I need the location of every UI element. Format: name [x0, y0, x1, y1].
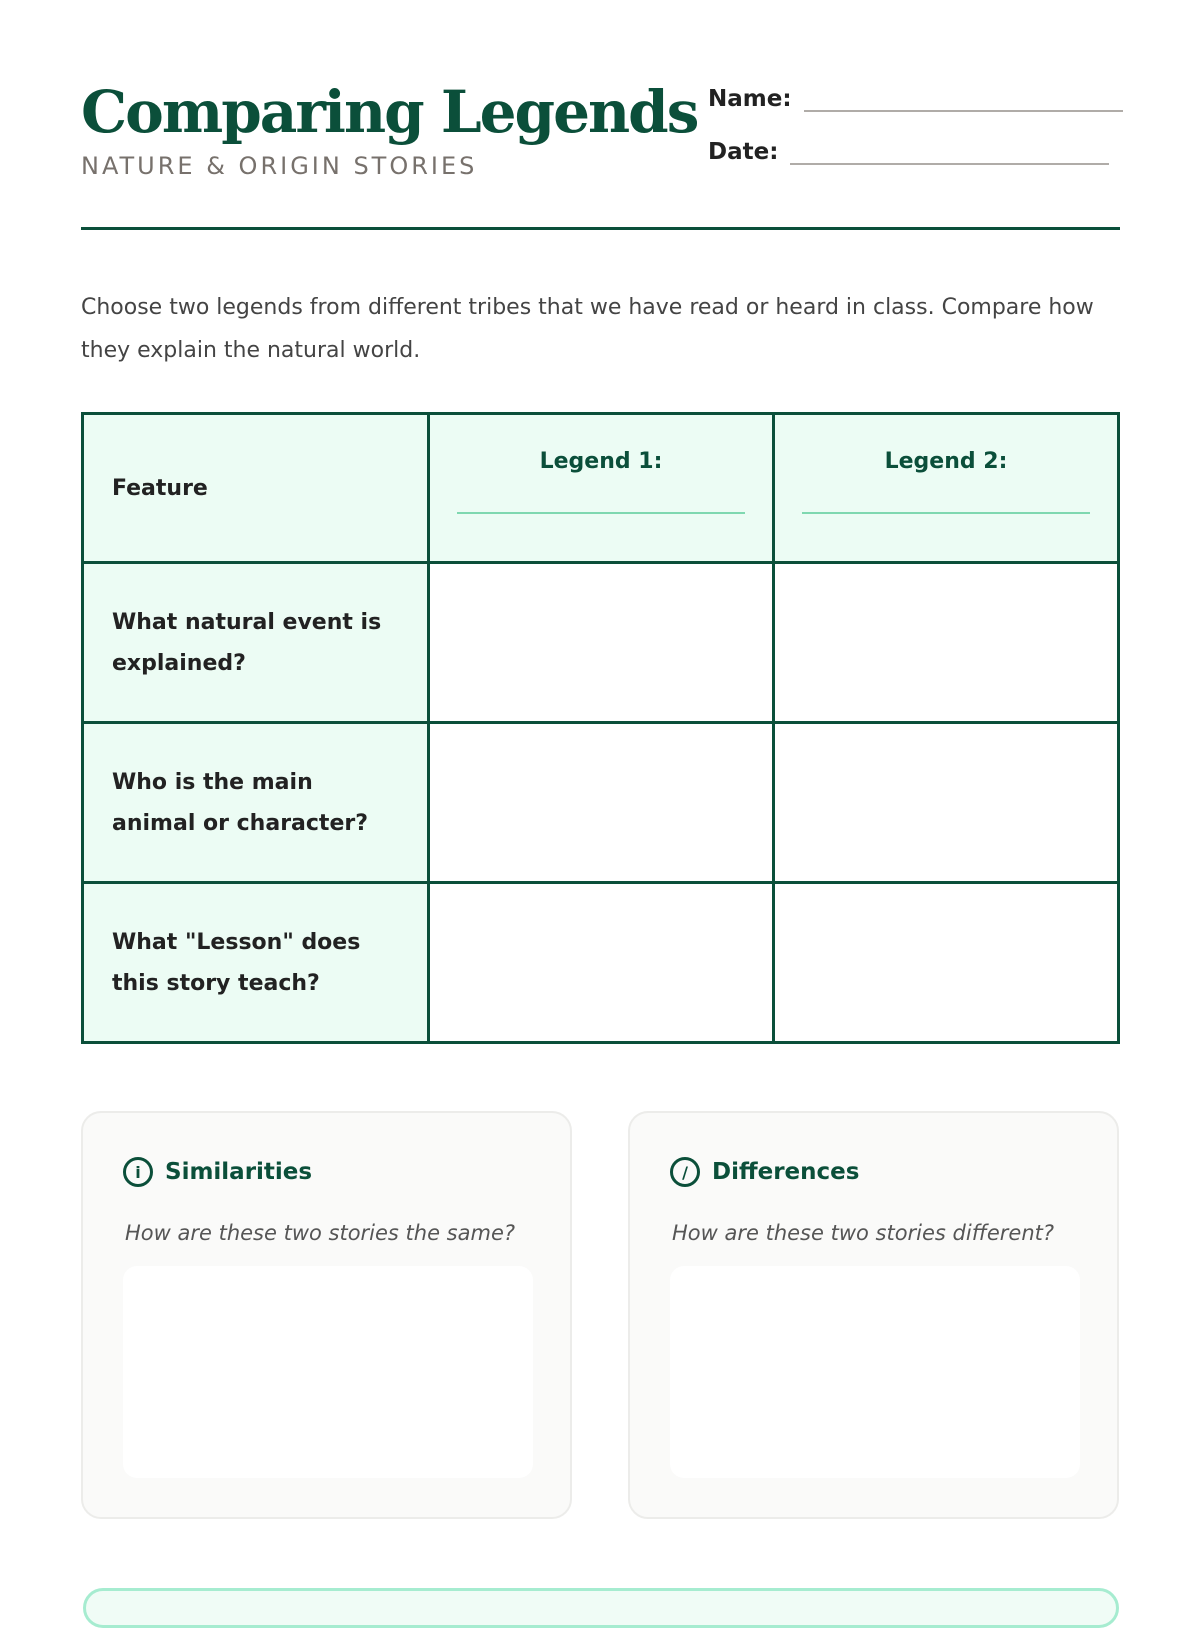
differences-title: Differences	[712, 1159, 860, 1185]
page-subtitle: NATURE & ORIGIN STORIES	[81, 152, 478, 180]
answer-cell[interactable]	[429, 723, 774, 883]
legend-2-input-line[interactable]	[802, 512, 1089, 514]
instructions: Choose two legends from different tribes that we have read or heard in class. Compare how they explain the natural world.	[81, 295, 1094, 363]
similarities-answer-area[interactable]	[123, 1266, 533, 1478]
row-question: What natural event is explained?	[83, 563, 429, 723]
comparison-table	[81, 412, 1120, 1044]
legend-1-input-line[interactable]	[457, 512, 744, 514]
similarities-box	[81, 1111, 572, 1519]
row-question: Who is the main animal or character?	[83, 723, 429, 883]
name-label: Name:	[708, 86, 792, 112]
legend-1-label: Legend 1:	[539, 449, 663, 474]
date-label: Date:	[708, 139, 779, 165]
date-input-line[interactable]	[790, 143, 1109, 165]
answer-cell[interactable]	[774, 563, 1119, 723]
table-row	[83, 563, 1119, 723]
table-row	[83, 883, 1119, 1043]
bottom-section	[83, 1588, 1119, 1628]
similarities-title: Similarities	[165, 1159, 313, 1185]
similarities-prompt: How are these two stories the same?	[125, 1221, 516, 1245]
answer-cell[interactable]	[774, 723, 1119, 883]
page-title: Comparing Legends	[81, 78, 698, 146]
differences-prompt: How are these two stories different?	[672, 1221, 1055, 1245]
answer-cell[interactable]	[429, 883, 774, 1043]
name-input-line[interactable]	[804, 90, 1123, 112]
info-icon: i	[123, 1157, 153, 1187]
differences-answer-area[interactable]	[670, 1266, 1080, 1478]
header-legend-1	[429, 414, 774, 563]
date-field	[708, 139, 1109, 165]
header-feature: Feature	[83, 414, 429, 563]
header-divider	[81, 227, 1120, 230]
legend-2-label: Legend 2:	[884, 449, 1008, 474]
row-question: What "Lesson" does this story teach?	[83, 883, 429, 1043]
answer-cell[interactable]	[429, 563, 774, 723]
compass-icon: /	[670, 1157, 700, 1187]
differences-box	[628, 1111, 1119, 1519]
table-row	[83, 723, 1119, 883]
header-legend-2	[774, 414, 1119, 563]
answer-cell[interactable]	[774, 883, 1119, 1043]
name-field	[708, 86, 1123, 112]
